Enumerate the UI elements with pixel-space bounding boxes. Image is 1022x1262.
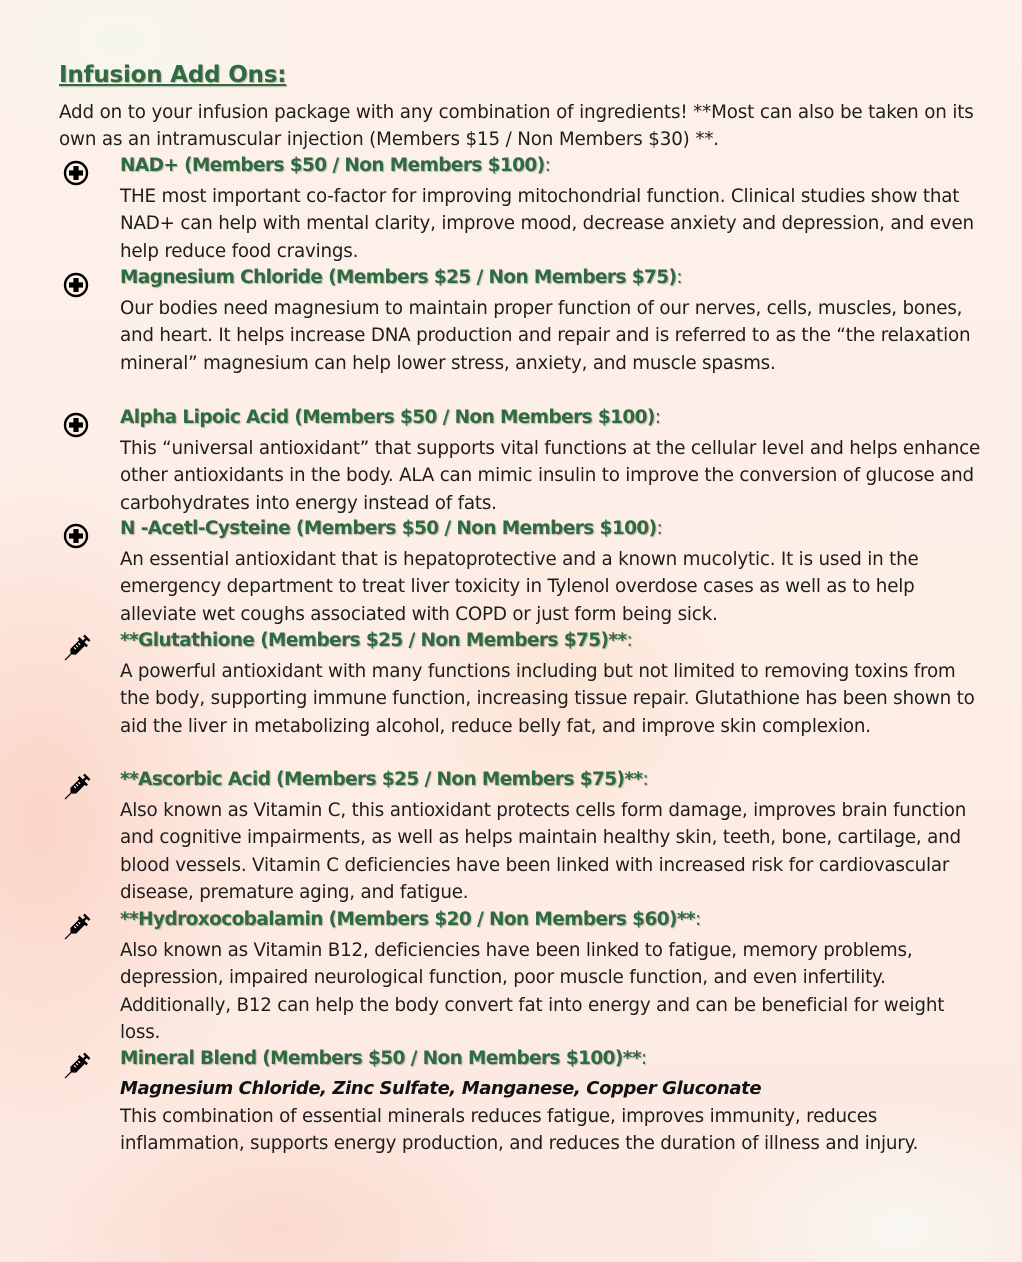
intro-text: Add on to your infusion package with any combination of ingredients! **Most can also be taken on its own as an intramuscular injection (Members $15 / Non Members $30) **.: [59, 102, 974, 150]
item-heading: [120, 630, 632, 651]
item-heading-text: Mineral Blend (Members $50 / Non Members $100)**: [120, 1048, 641, 1069]
item-heading-colon: :: [544, 155, 551, 176]
plus-circle-icon: [60, 408, 94, 442]
item-heading-colon: :: [640, 1048, 647, 1069]
item-heading-colon: :: [654, 407, 661, 428]
item-heading-text: **Ascorbic Acid (Members $25 / Non Members $75)**: [120, 769, 643, 790]
page-title: Infusion Add Ons:: [59, 62, 287, 88]
item-heading-text: Magnesium Chloride (Members $25 / Non Members $75): [120, 267, 677, 288]
plus-circle-icon: [60, 268, 94, 302]
item-heading: [120, 909, 701, 930]
item-heading: [120, 155, 550, 176]
item-heading: [120, 1048, 647, 1069]
item-description: Also known as Vitamin B12, deficiencies have been linked to fatigue, memory problems, depression, impaired neurological function, poor muscle function, and even infertility. Additionally, B12 can help the body convert fat into energy and can be beneficial for weight loss.: [120, 940, 945, 1043]
item-heading: [120, 769, 648, 790]
item-heading-colon: :: [676, 267, 683, 288]
item-description: Also known as Vitamin C, this antioxidant protects cells form damage, improves brain function and cognitive impairments, as well as helps maintain healthy skin, teeth, bone, cartilage, and blood vessels. Vitamin C deficiencies have been linked with increased risk for cardiovascular disease, premature aging, and fatigue.: [120, 800, 967, 903]
item-heading: [120, 267, 682, 288]
item-heading-text: NAD+ (Members $50 / Non Members $100): [120, 155, 545, 176]
item-heading: [120, 518, 662, 539]
item-description: An essential antioxidant that is hepatoprotective and a known mucolytic. It is used in the emergency department to treat liver toxicity in Tylenol overdose cases as well as to help alleviate wet coughs associated with COPD or just form being sick.: [120, 549, 919, 625]
item-description: This combination of essential minerals reduces fatigue, improves immunity, reduces inflammation, supports energy production, and reduces the duration of illness and injury.: [120, 1106, 919, 1155]
item-description: A powerful antioxidant with many functions including but not limited to removing toxins from the body, supporting immune function, increasing tissue repair. Glutathione has been shown to aid the liver in metabolizing alcohol, reduce belly fat, and improve skin complexion.: [120, 661, 975, 737]
item-heading-text: Alpha Lipoic Acid (Members $50 / Non Members $100): [120, 407, 655, 428]
item-description: Our bodies need magnesium to maintain proper function of our nerves, cells, muscles, bones, and heart. It helps increase DNA production and repair and is referred to as the “the relaxation mineral” magnesium can help lower stress, anxiety, and muscle spasms.: [120, 298, 971, 374]
item-description: This “universal antioxidant” that supports vital functions at the cellular level and helps enhance other antioxidants in the body. ALA can mimic insulin to improve the conversion of glucose and carbohydrates into energy instead of fats.: [120, 438, 981, 514]
syringe-icon: [60, 631, 94, 665]
item-heading-colon: :: [626, 630, 633, 651]
item-heading-text: **Hydroxocobalamin (Members $20 / Non Members $60)**: [120, 909, 696, 930]
item-ingredients: Magnesium Chloride, Zinc Sulfate, Manganese, Copper Gluconate: [120, 1078, 762, 1099]
syringe-icon: [60, 1049, 94, 1083]
item-heading-text: **Glutathione (Members $25 / Non Members $75)**: [120, 630, 627, 651]
item-heading: [120, 407, 660, 428]
plus-circle-icon: [60, 156, 94, 190]
syringe-icon: [60, 770, 94, 804]
item-heading-colon: :: [695, 909, 701, 930]
item-heading-colon: :: [642, 769, 649, 790]
item-description: THE most important co-factor for improving mitochondrial function. Clinical studies show that NAD+ can help with mental clarity, improve mood, decrease anxiety and depression, and even help reduce food cravings.: [120, 186, 974, 262]
item-heading-colon: :: [656, 518, 663, 539]
plus-circle-icon: [60, 519, 94, 553]
item-heading-text: N -Acetl-Cysteine (Members $50 / Non Members $100): [120, 518, 657, 539]
syringe-icon: [60, 910, 94, 944]
